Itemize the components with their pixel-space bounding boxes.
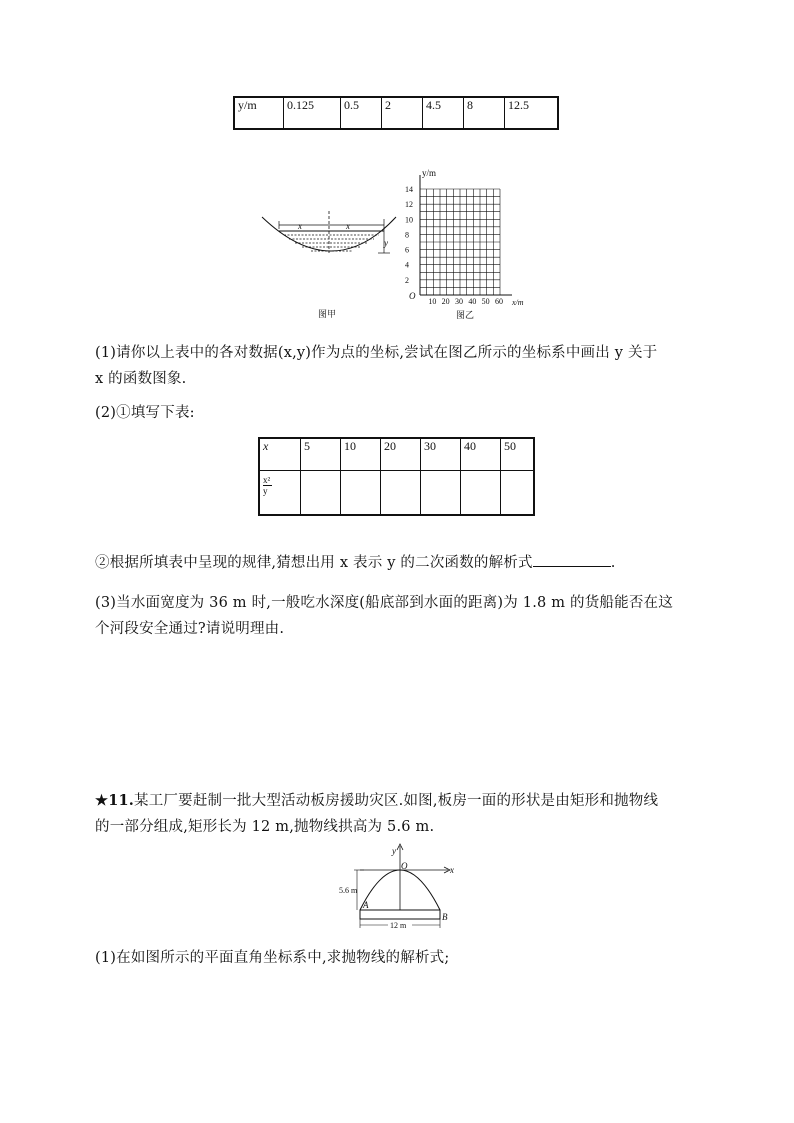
y-tick-label: 14 (405, 185, 413, 194)
table2-x-cell: 5 (301, 438, 341, 470)
problem-11 (95, 788, 715, 840)
ratio-denominator: y (263, 485, 268, 496)
table2-x-header: x (259, 438, 301, 470)
x-axis-label: x/m (512, 298, 524, 307)
q3-line2: 个河段安全通过?请说明理由. (95, 621, 285, 637)
label-y: y (384, 238, 388, 248)
question-2 (95, 400, 715, 426)
y-tick-label: 12 (405, 200, 413, 210)
p11-line2: 的一部分组成,矩形长为 12 m,抛物线拱高为 5.6 m. (95, 819, 435, 835)
table2-blank-cell[interactable] (301, 470, 341, 515)
q2b-period: . (610, 555, 616, 571)
q1-text-line1: (1)请你以上表中的各对数据(x,y)作为点的坐标,尝试在图乙所示的坐标系中画出 y 关于 (95, 345, 658, 361)
y-tick-label: 10 (405, 215, 413, 225)
data-table-y (233, 96, 559, 130)
origin-label: O (409, 291, 416, 301)
question-3 (95, 590, 715, 642)
x-tick-label: 50 (481, 297, 490, 306)
q2-text: ①填写下表: (116, 405, 195, 421)
fig11-point-a: A (363, 900, 369, 910)
label-x-right: x (346, 221, 350, 231)
fig11-width-label: 12 m (390, 921, 407, 930)
question-1 (95, 340, 715, 392)
q2b-text: ②根据所填表中呈现的规律,猜想出用 x 表示 y 的二次函数的解析式 (95, 555, 533, 571)
table2-ratio-header (259, 470, 301, 515)
p11-line1: ★11.某工厂要赶制一批大型活动板房援助灾区.如图,板房一面的形状是由矩形和抛物线 (95, 792, 659, 809)
caption-jia: 图甲 (318, 309, 337, 319)
x-tick-label: 20 (441, 297, 450, 306)
table1-cell: 4.5 (423, 97, 464, 129)
x-tick-label: 60 (495, 297, 503, 306)
table1-cell: 12.5 (505, 97, 559, 129)
y-tick-label: 4 (405, 260, 409, 270)
fig11-origin: O (401, 861, 408, 871)
table2-blank-cell[interactable] (461, 470, 501, 515)
table1-cell: 0.5 (341, 97, 382, 129)
table2-blank-cell[interactable] (381, 470, 421, 515)
answer-blank[interactable] (533, 552, 611, 567)
table2-blank-cell[interactable] (501, 470, 535, 515)
caption-yi: 图乙 (456, 310, 475, 320)
y-tick-label: 6 (405, 245, 409, 255)
ratio-numerator: x² (263, 474, 271, 485)
x-tick-label: 30 (455, 297, 463, 306)
figure-jia-river-section (258, 205, 398, 320)
figure-board-house (336, 842, 466, 937)
table1-cell: 0.125 (284, 97, 341, 129)
label-x-left: x (298, 221, 302, 231)
table1-cell: 2 (382, 97, 423, 129)
grid-lines (420, 189, 500, 295)
q2-num: (2) (95, 405, 117, 421)
y-tick-label: 2 (405, 275, 409, 285)
y-tick-label: 8 (405, 230, 409, 240)
q3-line1: (3)当水面宽度为 36 m 时,一般吃水深度(船底部到水面的距离)为 1.8 m 的货船能否在这 (95, 595, 673, 611)
x-tick-label: 40 (468, 297, 477, 306)
x-tick-label: 10 (428, 297, 437, 306)
fig11-y-label: y (392, 846, 396, 856)
fig11-height-label: 5.6 m (339, 886, 358, 895)
rectangle-base (360, 910, 440, 919)
table1-cell: 8 (464, 97, 505, 129)
table1-header: y/m (234, 97, 284, 129)
table2-x-cell: 40 (461, 438, 501, 470)
problem-11-question-1: (1)在如图所示的平面直角坐标系中,求抛物线的解析式; (95, 950, 450, 966)
table2-blank-cell[interactable] (421, 470, 461, 515)
y-axis-label: y/m (422, 168, 437, 178)
table2-blank-cell[interactable] (341, 470, 381, 515)
fig11-point-b: B (442, 912, 448, 922)
fill-in-table (258, 437, 535, 516)
q1-text-line2: x 的函数图象. (95, 371, 187, 387)
question-2b (95, 550, 715, 576)
fig11-x-label: x (450, 865, 454, 875)
problem-number: ★11. (95, 792, 135, 809)
table2-x-cell: 30 (421, 438, 461, 470)
table2-x-cell: 10 (341, 438, 381, 470)
figure-yi-grid (400, 165, 540, 325)
table2-x-cell: 20 (381, 438, 421, 470)
table2-x-cell: 50 (501, 438, 535, 470)
